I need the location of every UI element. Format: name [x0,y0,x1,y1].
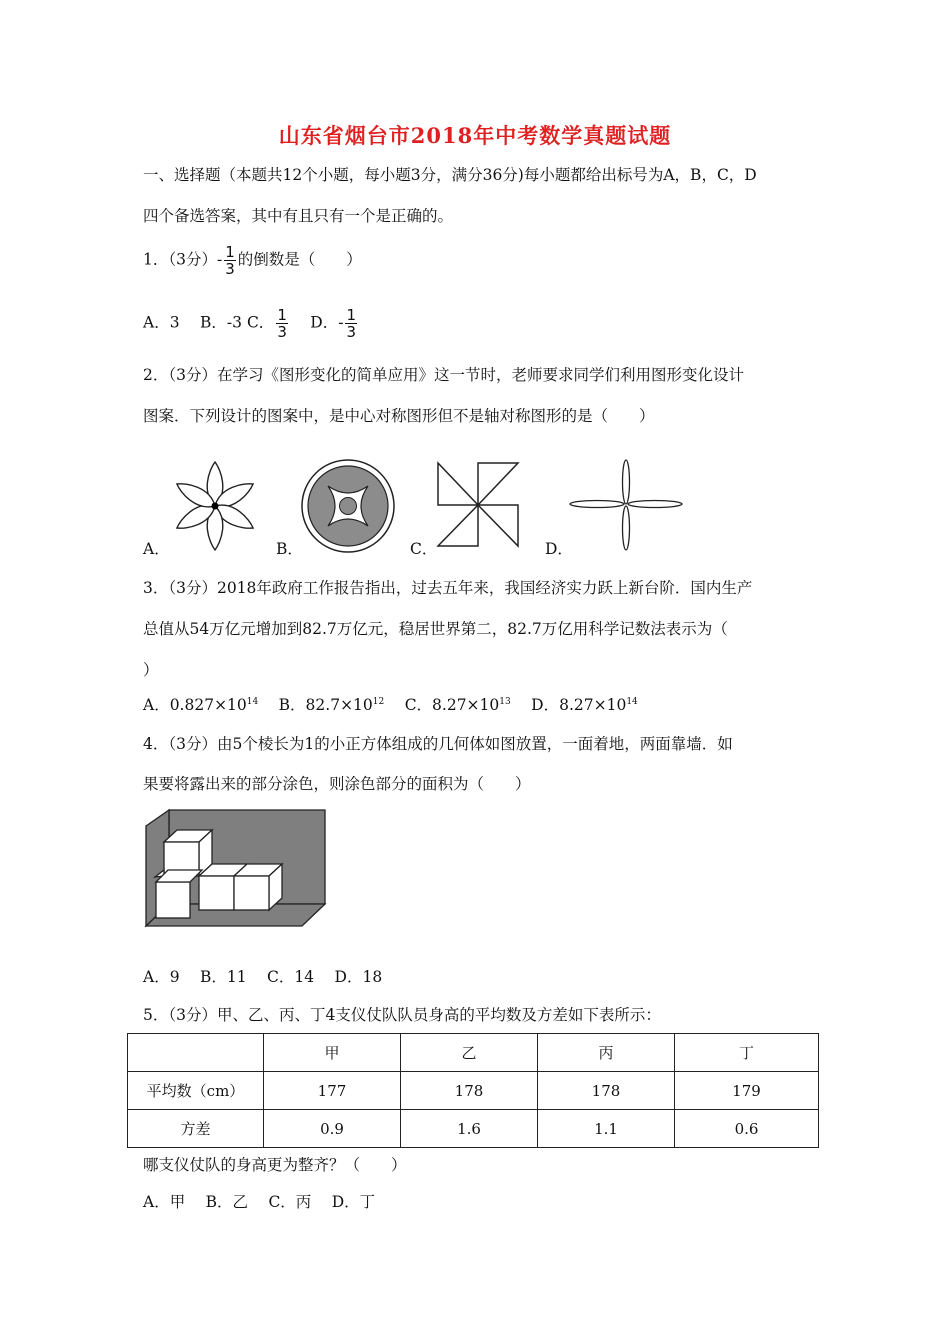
question-1-stem [143,244,362,277]
table-cell: 0.6 [675,1110,819,1148]
question-1-suffix: 的倒数是（ ） [237,250,362,269]
question-4-options: A．9 B．11 C．14 D．18 [143,968,383,986]
table-cell: 1.1 [538,1110,675,1148]
table-cell: 179 [675,1072,819,1110]
table-header-cell: 丁 [675,1034,819,1072]
option-c: C．$8.27\times 10^{13}$ [404,696,511,714]
table-cell: 177 [264,1072,401,1110]
table-row [128,1110,819,1148]
figure-label-a: A． [143,540,170,558]
option-b: B．$82.7\times 10^{12}$ [278,696,385,714]
question-3-options [143,693,638,715]
fraction-option-d: $\frac{1}{3}$ [346,306,357,341]
cube-corner-figure [142,806,328,930]
table-header-cell [128,1034,264,1072]
document-title: 山东省烟台市2018年中考数学真题试题 [278,123,672,148]
option-b: B．-3 [200,313,242,332]
table-cell: 平均数（cm） [128,1072,264,1110]
fraction-option-c: $\frac{1}{3}$ [277,306,287,341]
section-intro-line-2: 四个备选答案，其中有且只有一个是正确的。 [143,207,454,225]
table-header-row [128,1034,819,1072]
table-header-cell: 乙 [401,1034,538,1072]
figure-label-b: B． [276,540,303,558]
flower-figure [165,458,265,554]
table-cell: 178 [538,1072,675,1110]
figure-label-d: D． [545,540,573,558]
fraction-one-third: $\frac{1}{3}$ [225,243,235,278]
question-2-line-2: 图案．下列设计的图案中，是中心对称图形但不是轴对称图形的是（ ） [143,407,655,425]
table-cell: 方差 [128,1110,264,1148]
section-intro-line-1: 一、选择题（本题共12个小题，每小题3分，满分36分)每小题都给出标号为A，B，C，D [143,166,757,184]
question-5-ask: 哪支仪仗队的身高更为整齐？（ ） [143,1156,407,1174]
table-header-cell: 甲 [264,1034,401,1072]
question-1-options [143,307,359,340]
table-cell: 1.6 [401,1110,538,1148]
question-4-line-2: 果要将露出来的部分涂色，则涂色部分的面积为（ ） [143,775,531,793]
petals-figure [568,456,684,552]
option-a: A．3 [143,313,180,332]
table-header-cell: 丙 [538,1034,675,1072]
coin-figure [300,458,396,554]
option-a: A．$0.827\times 10^{14}$ [143,696,259,714]
option-d: D．- [310,313,344,332]
question-1-prefix: 1．（3分）- [143,250,223,269]
table-cell: 0.9 [264,1110,401,1148]
pinwheel-figure [435,460,523,550]
question-5-options: A．甲 B．乙 C．丙 D．丁 [143,1193,376,1211]
question-3-line-3: ） [143,661,159,679]
option-d: D．$8.27\times 10^{14}$ [531,696,638,714]
stats-table [127,1033,819,1148]
question-5-line-1: 5．（3分）甲、乙、丙、丁4支仪仗队队员身高的平均数及方差如下表所示： [143,1006,661,1024]
question-3-line-2: 总值从54万亿元增加到82.7万亿元，稳居世界第二，82.7万亿用科学记数法表示为（ [143,620,728,638]
option-c: C． [246,313,275,332]
table-row [128,1072,819,1110]
question-4-line-1: 4．（3分）由5个棱长为1的小正方体组成的几何体如图放置，一面着地，两面靠墙．如 [143,735,733,753]
question-3-line-1: 3．（3分）2018年政府工作报告指出，过去五年来，我国经济实力跃上新台阶．国内生产 [143,579,753,597]
figure-label-c: C． [410,540,438,558]
question-2-line-1: 2．（3分）在学习《图形变化的简单应用》这一节时，老师要求同学们利用图形变化设计 [143,366,744,384]
table-cell: 178 [401,1072,538,1110]
